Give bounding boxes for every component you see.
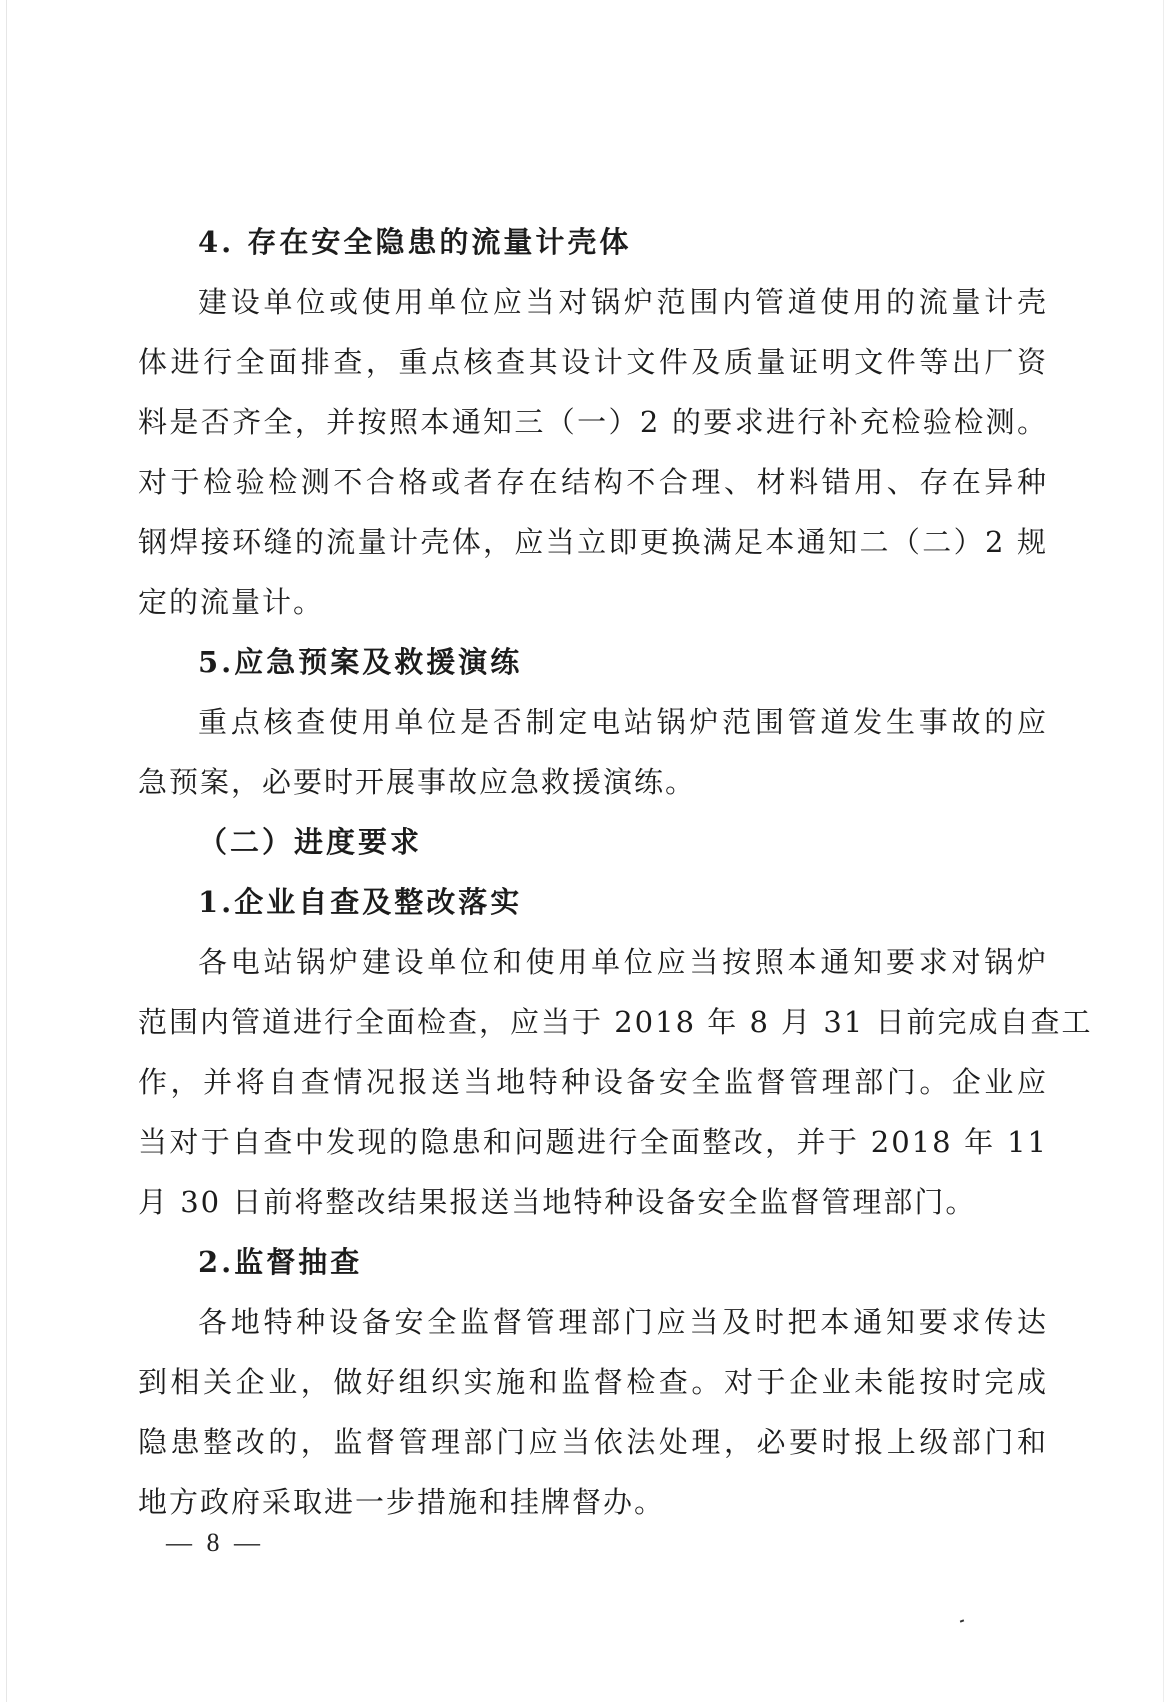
- section-heading-flowmeter: 4. 存在安全隐患的流量计壳体: [198, 225, 632, 259]
- paragraph-line: 急预案，必要时开展事故应急救援演练。: [138, 765, 697, 799]
- paragraph-line: 钢焊接环缝的流量计壳体，应当立即更换满足本通知二（二）2 规: [138, 525, 1048, 559]
- paragraph-line: 各地特种设备安全监督管理部门应当及时把本通知要求传达: [198, 1305, 1048, 1339]
- paragraph-line: 定的流量计。: [138, 585, 325, 619]
- paragraph-line: 体进行全面排查，重点核查其设计文件及质量证明文件等出厂资: [138, 345, 1048, 379]
- scan-speck: [960, 1619, 964, 1622]
- scan-edge-left: [6, 0, 7, 1702]
- scan-edge-right: [1163, 0, 1164, 1702]
- paragraph-line: 建设单位或使用单位应当对锅炉范围内管道使用的流量计壳: [198, 285, 1048, 319]
- paragraph-line: 各电站锅炉建设单位和使用单位应当按照本通知要求对锅炉: [198, 945, 1048, 979]
- section-heading-emergency: 5.应急预案及救援演练: [198, 645, 523, 679]
- paragraph-line: 隐患整改的，监督管理部门应当依法处理，必要时报上级部门和: [138, 1425, 1048, 1459]
- paragraph-line: 到相关企业，做好组织实施和监督检查。对于企业未能按时完成: [138, 1365, 1048, 1399]
- paragraph-line: 地方政府采取进一步措施和挂牌督办。: [138, 1485, 666, 1519]
- page-number: — 8 —: [166, 1528, 264, 1557]
- paragraph-line: 料是否齐全，并按照本通知三（一）2 的要求进行补充检验检测。: [138, 405, 1048, 439]
- paragraph-line: 对于检验检测不合格或者存在结构不合理、材料错用、存在异种: [138, 465, 1048, 499]
- section-heading-progress: （二）进度要求: [198, 825, 423, 859]
- section-heading-self-check: 1.企业自查及整改落实: [198, 885, 523, 919]
- document-body: [138, 212, 1093, 1532]
- paragraph-line: 作，并将自查情况报送当地特种设备安全监督管理部门。企业应: [138, 1065, 1048, 1099]
- section-heading-supervision: 2.监督抽查: [198, 1245, 363, 1279]
- paragraph-line: 月 30 日前将整改结果报送当地特种设备安全监督管理部门。: [138, 1185, 977, 1219]
- paragraph-line: 重点核查使用单位是否制定电站锅炉范围管道发生事故的应: [198, 705, 1048, 739]
- paragraph-line: 当对于自查中发现的隐患和问题进行全面整改，并于 2018 年 11: [138, 1125, 1048, 1159]
- paragraph-line: 范围内管道进行全面检查，应当于 2018 年 8 月 31 日前完成自查工: [138, 1005, 1093, 1039]
